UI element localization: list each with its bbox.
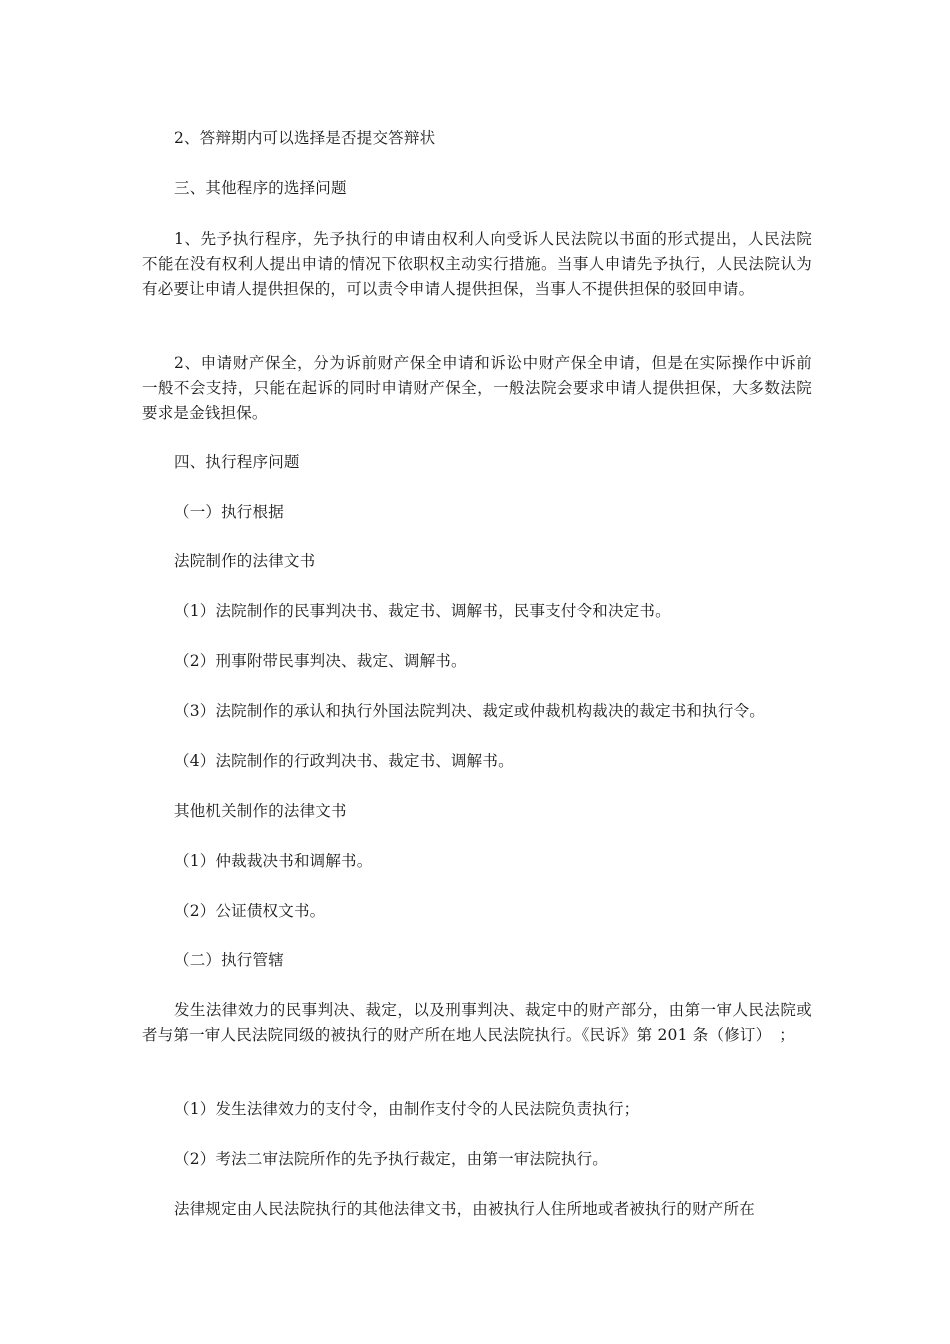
label-other-agency-documents: 其他机关制作的法律文书 <box>174 802 347 820</box>
list-item-jurisdiction-1: （1）发生法律效力的支付令，由制作支付令的人民法院负责执行； <box>174 1100 640 1118</box>
paragraph-preliminary-execution: 1、先予执行程序，先予执行的申请由权利人向受诉人民法院以书面的形式提出，人民法院不能在没有权利人提出申请的情况下依职权主动实行措施。当事人申请先予执行，人民法院认为有必要让申请人提供担保的，可以责令申请人提供担保，当事人不提供担保的驳回申请。 <box>142 230 812 298</box>
subheading-execution-basis: （一）执行根据 <box>174 503 284 521</box>
paragraph-property-preservation: 2、申请财产保全，分为诉前财产保全申请和诉讼中财产保全申请，但是在实际操作中诉前一般不会支持，只能在起诉的同时申请财产保全，一般法院会要求申请人提供担保，大多数法院要求是金钱担保。 <box>142 354 812 422</box>
list-item-jurisdiction-2: （2）考法二审法院所作的先予执行裁定，由第一审法院执行。 <box>174 1150 608 1168</box>
list-item-court-1: （1）法院制作的民事判决书、裁定书、调解书，民事支付令和决定书。 <box>174 602 671 620</box>
paragraph-other-legal-documents: 法律规定由人民法院执行的其他法律文书，由被执行人住所地或者被执行的财产所在 <box>174 1200 755 1218</box>
subheading-execution-jurisdiction: （二）执行管辖 <box>174 951 284 969</box>
list-item-court-2: （2）刑事附带民事判决、裁定、调解书。 <box>174 652 467 670</box>
list-item-court-4: （4）法院制作的行政判决书、裁定书、调解书。 <box>174 752 514 770</box>
list-item-agency-2: （2）公证债权文书。 <box>174 902 326 920</box>
heading-other-procedures: 三、其他程序的选择问题 <box>174 179 347 197</box>
label-court-documents: 法院制作的法律文书 <box>174 552 316 570</box>
list-item-agency-1: （1）仲裁裁决书和调解书。 <box>174 852 373 870</box>
list-item-court-3: （3）法院制作的承认和执行外国法院判决、裁定或仲裁机构裁决的裁定书和执行令。 <box>174 702 765 720</box>
paragraph-answer-period: 2、答辩期内可以选择是否提交答辩状 <box>174 129 436 147</box>
paragraph-jurisdiction-rule: 发生法律效力的民事判决、裁定，以及刑事判决、裁定中的财产部分，由第一审人民法院或者与第一审人民法院同级的被执行的财产所在地人民法院执行。《民诉》第 201 条（修订） ； <box>142 1001 812 1044</box>
heading-execution-procedure: 四、执行程序问题 <box>174 453 300 471</box>
